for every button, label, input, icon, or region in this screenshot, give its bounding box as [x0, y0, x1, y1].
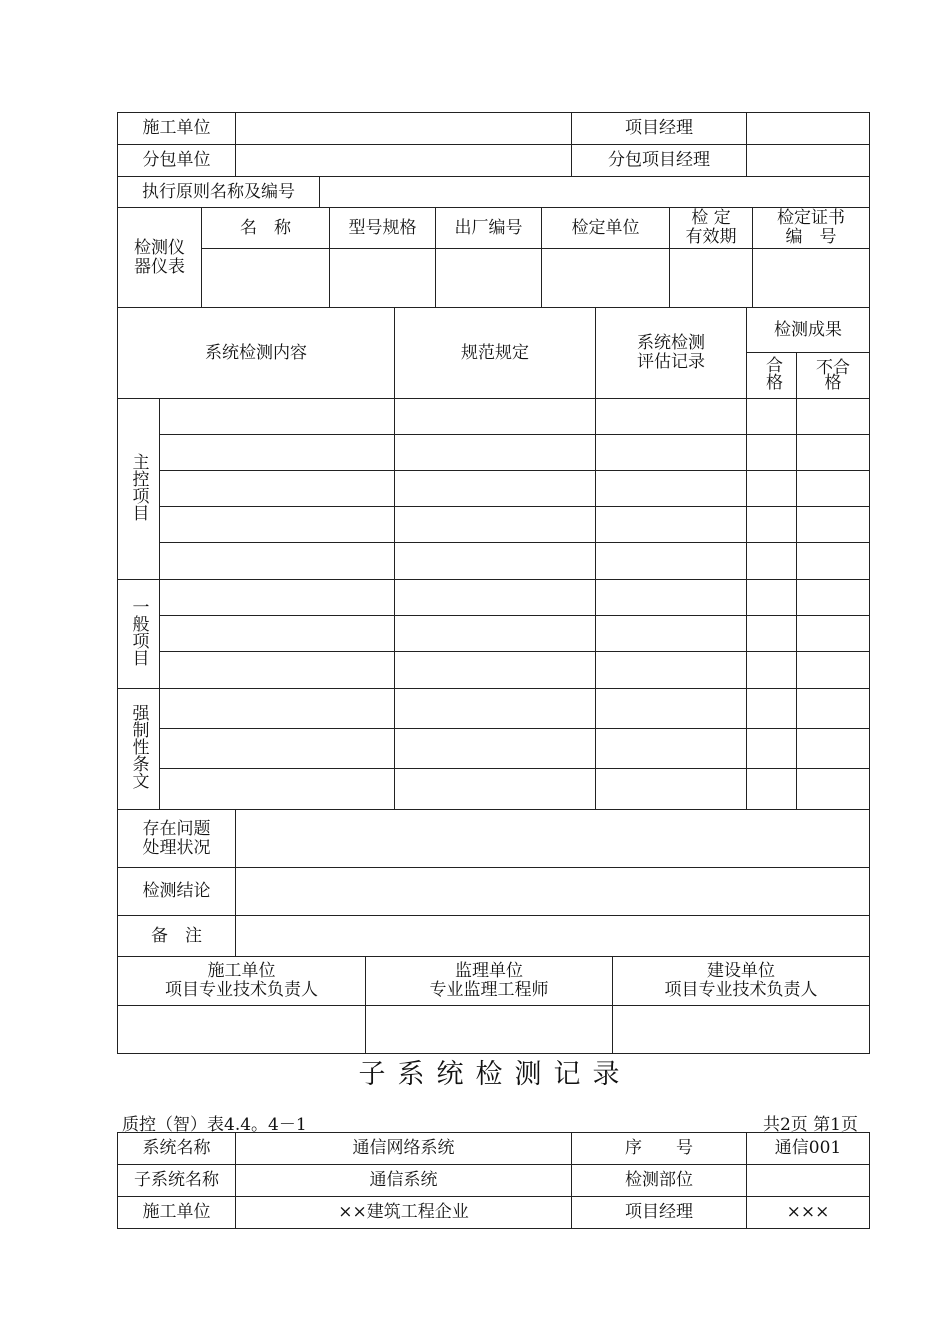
instrument-table: [117, 176, 870, 308]
mandatory-row-2-content[interactable]: [160, 729, 395, 769]
mandatory-row-3-fail[interactable]: [797, 769, 870, 810]
mandatory-row-2-record[interactable]: [596, 729, 747, 769]
form-code: 质控（智）表4.4。4－1: [122, 1115, 307, 1135]
main-row-4-record[interactable]: [596, 507, 747, 543]
col-cert-unit: 检定单位: [542, 208, 670, 249]
page-info: 共2页 第1页: [762, 1115, 858, 1135]
main-row-5-pass[interactable]: [747, 543, 797, 580]
mandatory-row-3-content[interactable]: [160, 769, 395, 810]
general-row-1-pass[interactable]: [747, 580, 797, 616]
content-header: 系统检测内容: [118, 308, 395, 399]
col-name: 名 称: [202, 208, 330, 249]
col-validity: 检 定 有效期: [670, 208, 753, 249]
main-row-2-record[interactable]: [596, 435, 747, 471]
inspection-table: [117, 307, 870, 810]
mandatory-row-1-spec[interactable]: [395, 689, 596, 729]
main-row-2-content[interactable]: [160, 435, 395, 471]
mandatory-row-2-pass[interactable]: [747, 729, 797, 769]
system-name-label: 系统名称: [118, 1133, 236, 1165]
remarks-label: 备 注: [118, 916, 236, 957]
mandatory-row-3-record[interactable]: [596, 769, 747, 810]
signature-table: [117, 956, 870, 1054]
subcontract-pm-field[interactable]: [747, 145, 870, 177]
main-row-4-spec[interactable]: [395, 507, 596, 543]
project-manager-label-2: 项目经理: [572, 1197, 747, 1229]
conclusion-field[interactable]: [236, 868, 870, 916]
project-manager-label: 项目经理: [572, 113, 747, 145]
general-row-1-content[interactable]: [160, 580, 395, 616]
main-row-4-content[interactable]: [160, 507, 395, 543]
main-items-label: 主控项目: [118, 399, 160, 580]
construction-unit-label: 施工单位: [118, 113, 236, 145]
signature-contractor-header: 施工单位 项目专业技术负责人: [118, 957, 366, 1006]
general-row-1-spec[interactable]: [395, 580, 596, 616]
subsystem-name-value[interactable]: 通信系统: [236, 1165, 572, 1197]
main-row-1-pass[interactable]: [747, 399, 797, 435]
main-row-1-record[interactable]: [596, 399, 747, 435]
project-manager-value[interactable]: ×××: [747, 1197, 870, 1229]
construction-unit-label-2: 施工单位: [118, 1197, 236, 1229]
conclusion-table: [117, 809, 870, 957]
main-row-5-content[interactable]: [160, 543, 395, 580]
general-row-3-pass[interactable]: [747, 652, 797, 689]
standard-field[interactable]: [320, 177, 870, 208]
subcontract-unit-label: 分包单位: [118, 145, 236, 177]
signature-owner-field[interactable]: [613, 1006, 870, 1054]
spec-header: 规范规定: [395, 308, 596, 399]
instrument-validity-cell[interactable]: [670, 249, 753, 308]
main-row-3-fail[interactable]: [797, 471, 870, 507]
remarks-field[interactable]: [236, 916, 870, 957]
subcontract-pm-label: 分包项目经理: [572, 145, 747, 177]
instrument-label: 检测仪 器仪表: [118, 208, 202, 308]
standard-label: 执行原则名称及编号: [118, 177, 320, 208]
mandatory-row-1-record[interactable]: [596, 689, 747, 729]
main-row-1-fail[interactable]: [797, 399, 870, 435]
col-model: 型号规格: [330, 208, 436, 249]
mandatory-row-3-pass[interactable]: [747, 769, 797, 810]
general-row-3-content[interactable]: [160, 652, 395, 689]
issues-field[interactable]: [236, 810, 870, 868]
instrument-certno-cell[interactable]: [753, 249, 870, 308]
record-header: 系统检测 评估记录: [596, 308, 747, 399]
general-row-1-fail[interactable]: [797, 580, 870, 616]
main-row-5-fail[interactable]: [797, 543, 870, 580]
general-row-3-spec[interactable]: [395, 652, 596, 689]
col-serial: 出厂编号: [436, 208, 542, 249]
subsystem-name-label: 子系统名称: [118, 1165, 236, 1197]
instrument-unit-cell[interactable]: [542, 249, 670, 308]
general-row-3-fail[interactable]: [797, 652, 870, 689]
header-table: [117, 112, 870, 177]
main-row-4-fail[interactable]: [797, 507, 870, 543]
construction-unit-field[interactable]: [236, 113, 572, 145]
general-row-1-record[interactable]: [596, 580, 747, 616]
main-row-3-spec[interactable]: [395, 471, 596, 507]
location-value[interactable]: [747, 1165, 870, 1197]
general-row-2-content[interactable]: [160, 616, 395, 652]
instrument-name-cell[interactable]: [202, 249, 330, 308]
signature-owner-header: 建设单位 项目专业技术负责人: [613, 957, 870, 1006]
main-row-1-content[interactable]: [160, 399, 395, 435]
general-row-2-spec[interactable]: [395, 616, 596, 652]
general-row-2-record[interactable]: [596, 616, 747, 652]
general-row-2-fail[interactable]: [797, 616, 870, 652]
pass-header: 合格: [747, 353, 797, 399]
conclusion-label: 检测结论: [118, 868, 236, 916]
main-row-2-pass[interactable]: [747, 435, 797, 471]
signature-contractor-field[interactable]: [118, 1006, 366, 1054]
main-row-3-content[interactable]: [160, 471, 395, 507]
main-row-1-spec[interactable]: [395, 399, 596, 435]
location-label: 检测部位: [572, 1165, 747, 1197]
construction-unit-value[interactable]: ××建筑工程企业: [236, 1197, 572, 1229]
seq-label: 序 号: [572, 1133, 747, 1165]
general-row-2-pass[interactable]: [747, 616, 797, 652]
mandatory-row-3-spec[interactable]: [395, 769, 596, 810]
issues-label: 存在问题 处理状况: [118, 810, 236, 868]
mandatory-row-2-spec[interactable]: [395, 729, 596, 769]
project-manager-field[interactable]: [747, 113, 870, 145]
mandatory-label: 强制性条文: [118, 689, 160, 810]
main-row-5-spec[interactable]: [395, 543, 596, 580]
signature-supervisor-field[interactable]: [366, 1006, 613, 1054]
signature-supervisor-header: 监理单位 专业监理工程师: [366, 957, 613, 1006]
main-row-3-record[interactable]: [596, 471, 747, 507]
mandatory-row-2-fail[interactable]: [797, 729, 870, 769]
main-row-4-pass[interactable]: [747, 507, 797, 543]
main-row-2-spec[interactable]: [395, 435, 596, 471]
instrument-model-cell[interactable]: [330, 249, 436, 308]
main-row-3-pass[interactable]: [747, 471, 797, 507]
subcontract-unit-field[interactable]: [236, 145, 572, 177]
main-row-2-fail[interactable]: [797, 435, 870, 471]
general-items-label: 一般项目: [118, 580, 160, 689]
system-name-value[interactable]: 通信网络系统: [236, 1133, 572, 1165]
seq-value[interactable]: 通信001: [747, 1133, 870, 1165]
result-header: 检测成果: [747, 308, 870, 353]
mandatory-row-1-content[interactable]: [160, 689, 395, 729]
fail-header: 不合格: [797, 353, 870, 399]
main-row-5-record[interactable]: [596, 543, 747, 580]
general-row-3-record[interactable]: [596, 652, 747, 689]
subsystem-table: [117, 1132, 870, 1229]
mandatory-row-1-fail[interactable]: [797, 689, 870, 729]
col-cert-no: 检定证书 编 号: [753, 208, 870, 249]
instrument-serial-cell[interactable]: [436, 249, 542, 308]
section2-title: 子系统检测记录: [358, 1059, 632, 1090]
mandatory-row-1-pass[interactable]: [747, 689, 797, 729]
